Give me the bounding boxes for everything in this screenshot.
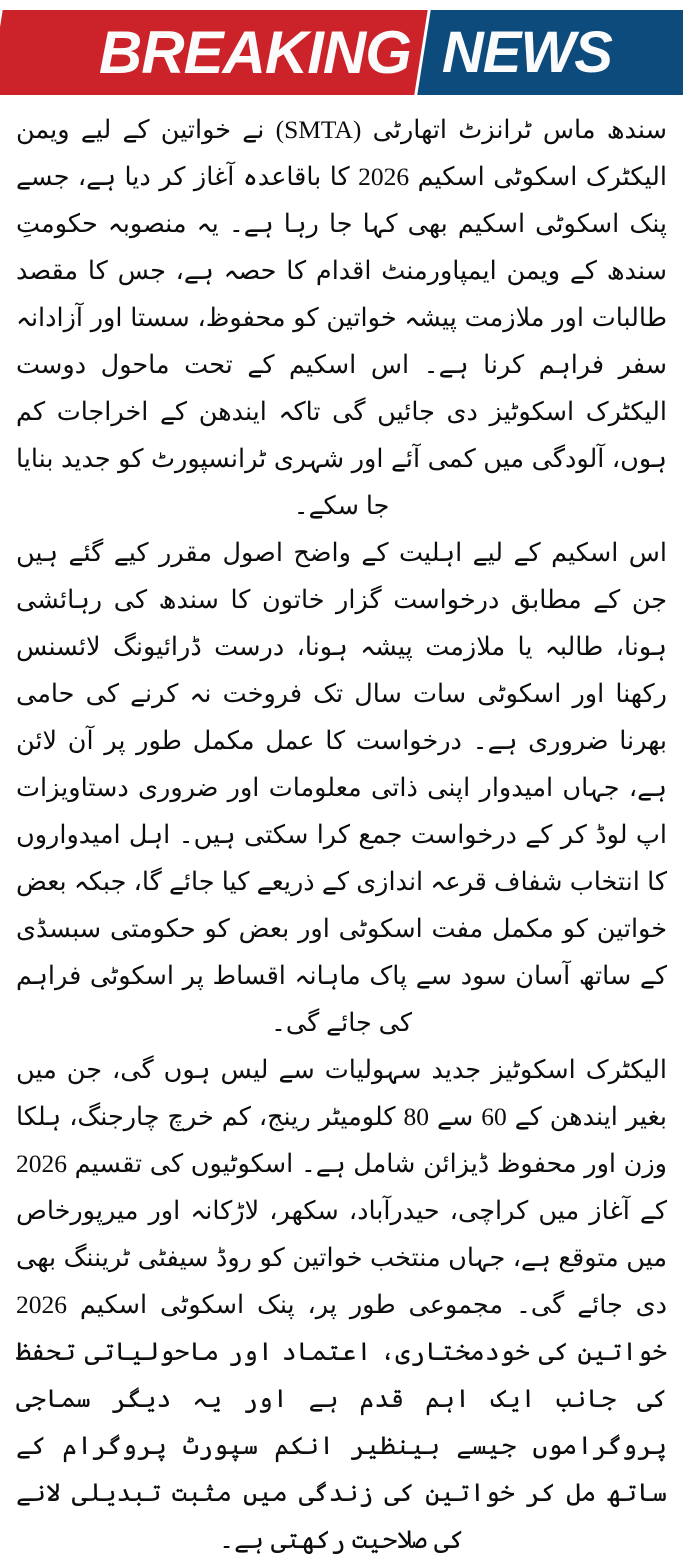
article-paragraph: سندھ ماس ٹرانزٹ اتھارٹی (SMTA) نے خواتین کے لیے ویمن الیکٹرک اسکوٹی اسکیم 2026 کا باقاعدہ آغاز کر دیا ہے، جسے پنک اسکوٹی اسکیم بھی کہا جا رہا ہے۔ یہ منصوبہ حکومتِ سندھ کے ویمن ایمپاورمنٹ اقدام کا حصہ ہے، جس کا مقصد طالبات اور ملازمت پیشہ خواتین کو محفوظ، سستا اور آزادانہ سفر فراہم کرنا ہے۔ اس اسکیم کے تحت ماحول دوست الیکٹرک اسکوٹیز دی جائیں گی تاکہ ایندھن کے اخراجات کم ہوں، آلودگی میں کمی آئے اور شہری ٹرانسپورٹ کو جدید بنایا جا سکے۔: [16, 115, 667, 520]
banner-word-news: NEWS: [442, 19, 612, 85]
article-body: [0, 100, 683, 1563]
article-paragraph: اس اسکیم کے لیے اہلیت کے واضح اصول مقرر کیے گئے ہیں جن کے مطابق درخواست گزار خاتون کا سندھ کی رہائشی ہونا، طالبہ یا ملازمت پیشہ ہونا، درست ڈرائیونگ لائسنس رکھنا اور اسکوٹی سات سال تک فروخت نہ کرنے کی حامی بھرنا ضروری ہے۔ درخواست کا عمل مکمل طور پر آن لائن ہے، جہاں امیدوار اپنی ذاتی معلومات اور ضروری دستاویزات اپ لوڈ کر کے درخواست جمع کرا سکتی ہیں۔ اہل امیدواروں کا انتخاب شفاف قرعہ اندازی کے ذریعے کیا جائے گا، جبکہ بعض خواتین کو مکمل مفت اسکوٹی اور بعض کو حکومتی سبسڈی کے ساتھ آسان سود سے پاک ماہانہ اقساط پر اسکوٹی فراہم کی جائے گی۔: [16, 538, 667, 1037]
banner-red-segment: [0, 10, 428, 95]
banner-word-breaking: BREAKING: [98, 18, 411, 86]
breaking-news-banner: [0, 0, 683, 100]
banner-blue-segment: [417, 10, 683, 95]
banner-inner: [0, 10, 683, 95]
article-paragraph: الیکٹرک اسکوٹیز جدید سہولیات سے لیس ہوں گی، جن میں بغیر ایندھن کے 60 سے 80 کلومیٹر رینج، کم خرچ چارجنگ، ہلکا وزن اور محفوظ ڈیزائن شامل ہے۔ اسکوٹیوں کی تقسیم 2026 کے آغاز میں کراچی، حیدرآباد، سکھر، لاڑکانہ اور میرپورخاص میں متوقع ہے، جہاں منتخب خواتین کو روڈ سیفٹی ٹریننگ بھی دی جائے گی۔ مجموعی طور پر، پنک اسکوٹی اسکیم 2026 خواتین کی خودمختاری، اعتماد اور ماحولیاتی تحفظ کی جانب ایک اہم قدم ہے اور یہ دیگر سماجی پروگراموں جیسے بینظیر انکم سپورٹ پروگرام کے ساتھ مل کر خواتین کی زندگی میں مثبت تبدیلی لانے کی صلاحیت رکھتی ہے۔: [16, 1055, 668, 1554]
